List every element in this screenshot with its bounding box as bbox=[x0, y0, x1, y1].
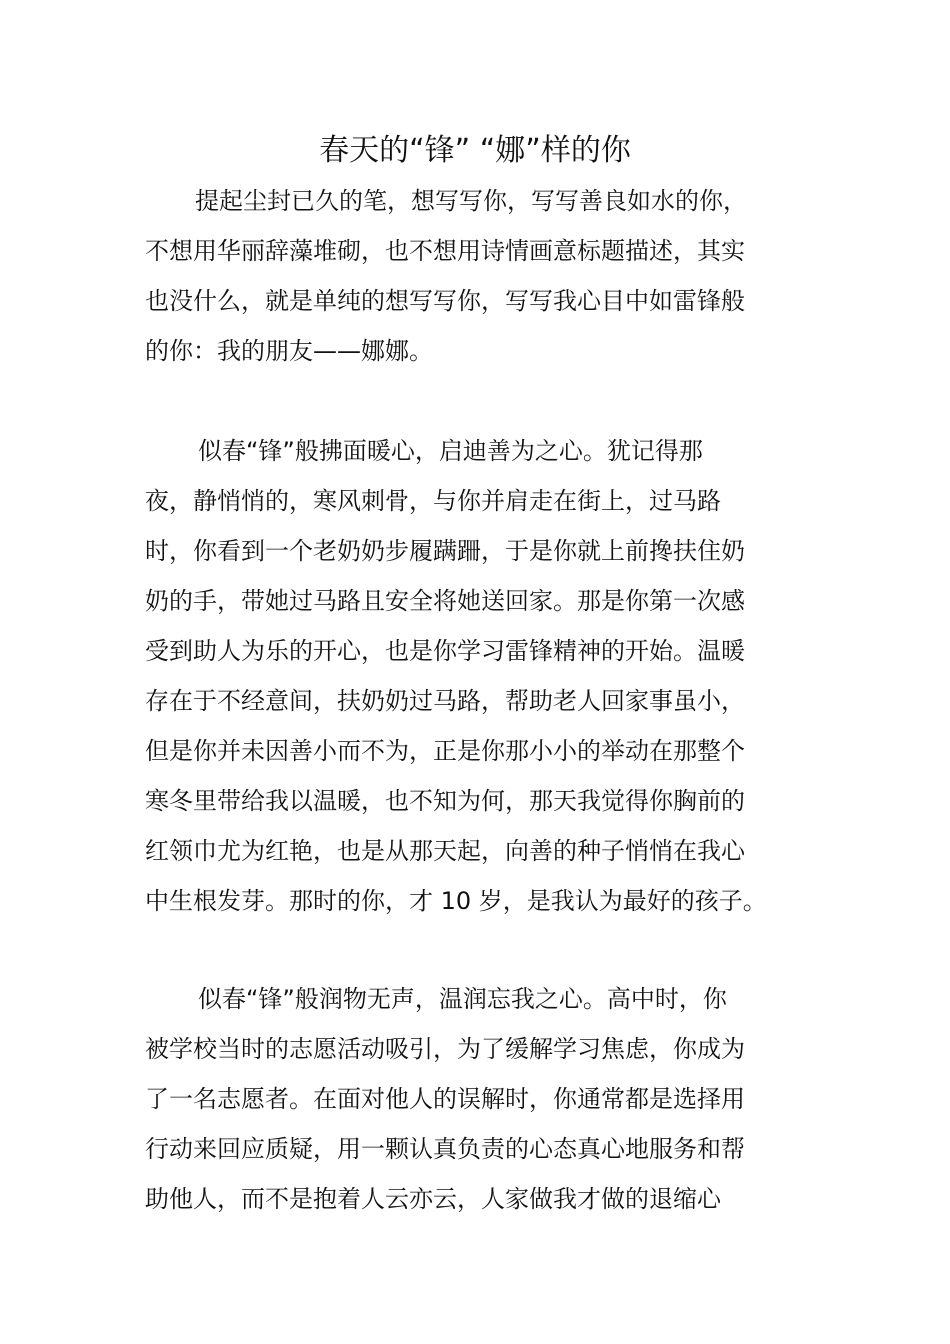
paragraph-3-line-1: 似春“锋”般润物无声，温润忘我之心。高中时，你 bbox=[198, 985, 727, 1013]
paragraph-1-line-3: 也没什么，就是单纯的想写写你，写写我心目中如雷锋般 bbox=[145, 287, 745, 315]
paragraph-2-line-1: 似春“锋”般拂面暖心，启迪善为之心。犹记得那 bbox=[198, 437, 703, 465]
paragraph-2-line-6: 存在于不经意间，扶奶奶过马路，帮助老人回家事虽小， bbox=[145, 687, 745, 715]
document-title: 春天的“锋” “娜”样的你 bbox=[319, 133, 631, 168]
paragraph-1-line-4: 的你：我的朋友——娜娜。 bbox=[145, 337, 433, 365]
paragraph-3-line-5: 助他人，而不是抱着人云亦云，人家做我才做的退缩心 bbox=[145, 1185, 721, 1213]
paragraph-2-line-2: 夜，静悄悄的，寒风刺骨，与你并肩走在街上，过马路 bbox=[145, 487, 721, 515]
paragraph-2-line-5: 受到助人为乐的开心，也是你学习雷锋精神的开始。温暖 bbox=[145, 637, 745, 665]
paragraph-1-line-1: 提起尘封已久的笔，想写写你，写写善良如水的你， bbox=[195, 187, 747, 215]
paragraph-2-line-7: 但是你并未因善小而不为，正是你那小小的举动在那整个 bbox=[145, 737, 745, 765]
paragraph-2-line-4: 奶的手，带她过马路且安全将她送回家。那是你第一次感 bbox=[145, 587, 745, 615]
paragraph-3-line-4: 行动来回应质疑，用一颗认真负责的心态真心地服务和帮 bbox=[145, 1135, 745, 1163]
paragraph-3-line-3: 了一名志愿者。在面对他人的误解时，你通常都是选择用 bbox=[145, 1085, 745, 1113]
paragraph-3-line-2: 被学校当时的志愿活动吸引，为了缓解学习焦虑，你成为 bbox=[145, 1035, 745, 1063]
paragraph-2-line-9: 红领巾尤为红艳，也是从那天起，向善的种子悄悄在我心 bbox=[145, 837, 745, 865]
paragraph-2-line-8: 寒冬里带给我以温暖，也不知为何，那天我觉得你胸前的 bbox=[145, 787, 745, 815]
paragraph-1-line-2: 不想用华丽辞藻堆砌，也不想用诗情画意标题描述，其实 bbox=[145, 237, 745, 265]
paragraph-2-line-10: 中生根发芽。那时的你，才 10 岁，是我认为最好的孩子。 bbox=[145, 887, 767, 915]
paragraph-2-line-3: 时，你看到一个老奶奶步履蹒跚，于是你就上前搀扶住奶 bbox=[145, 537, 745, 565]
